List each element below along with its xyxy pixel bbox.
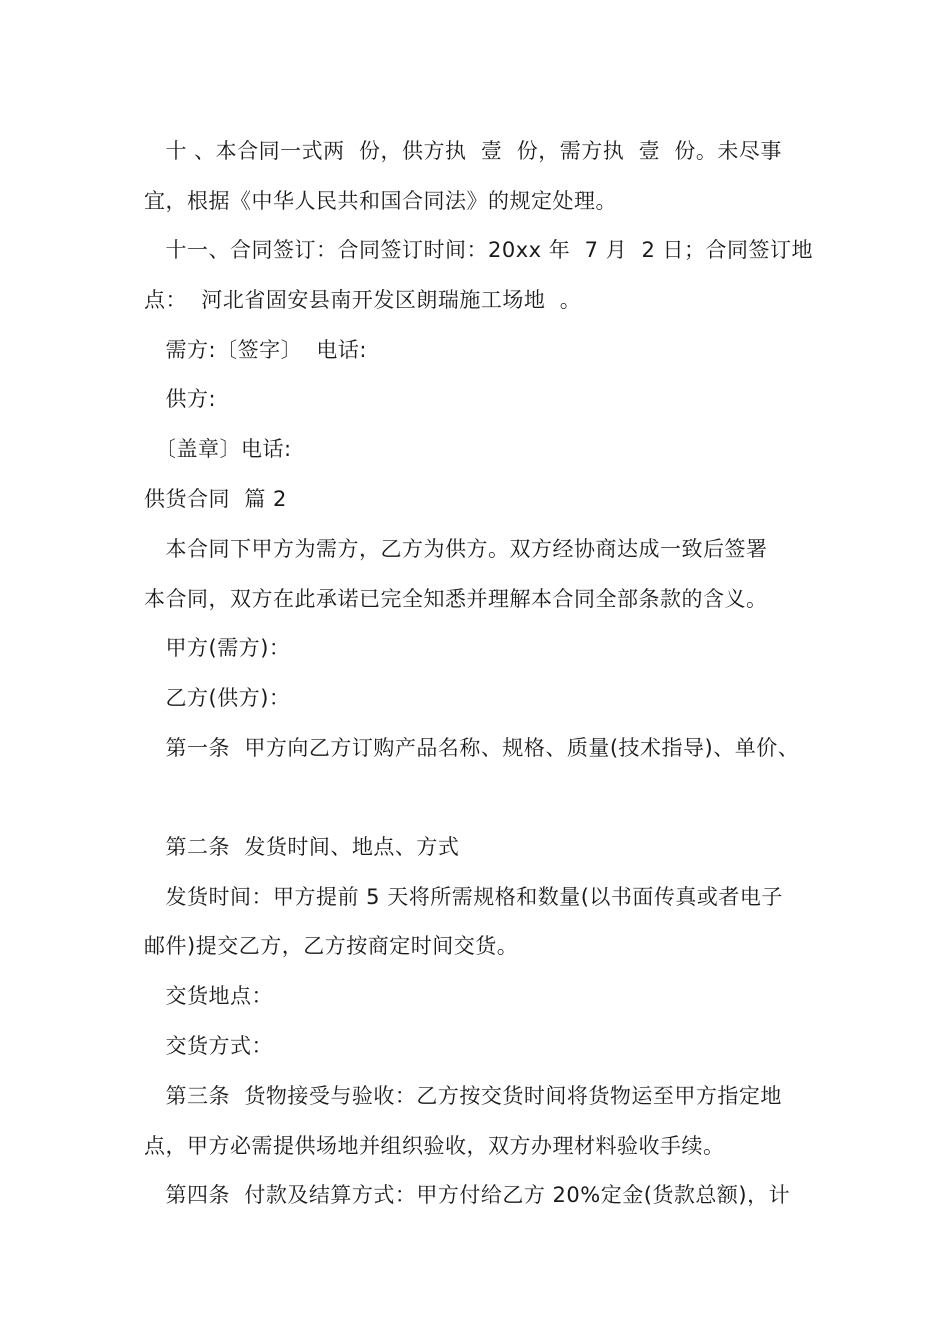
text-line: 第三条 货物接受与验收：乙方按交货时间将货物运至甲方指定地	[144, 1084, 782, 1108]
text-line: 第四条 付款及结算方式：甲方付给乙方 20%定金(货款总额)，计	[144, 1183, 791, 1207]
text-line: 点： 河北省固安县南开发区朗瑞施工场地 。	[144, 288, 582, 312]
text-line: 本合同，双方在此承诺已完全知悉并理解本合同全部条款的含义。	[144, 587, 768, 611]
text-line: 本合同下甲方为需方，乙方为供方。双方经协商达成一致后签署	[144, 537, 768, 561]
text-line: 邮件)提交乙方，乙方按商定时间交货。	[144, 934, 519, 958]
text-line: 〔盖章〕电话:	[144, 437, 292, 461]
text-line: 宜，根据《中华人民共和国合同法》的规定处理。	[144, 189, 617, 213]
text-line: 第二条 发货时间、地点、方式	[144, 835, 460, 859]
text-line: 十 、本合同一式两 份，供方执 壹 份，需方执 壹 份。未尽事	[144, 139, 782, 163]
text-line: 供方:	[144, 387, 217, 411]
text-line: 发货时间：甲方提前 5 天将所需规格和数量(以书面传真或者电子	[144, 885, 783, 909]
text-line: 甲方(需方)：	[144, 636, 291, 660]
text-line: 需方:〔签字〕 电话:	[144, 338, 368, 362]
text-line: 点，甲方必需提供场地并组织验收，双方办理材料验收手续。	[144, 1134, 725, 1158]
text-line: 乙方(供方)：	[144, 686, 291, 710]
section-heading: 供货合同 篇 2	[144, 487, 287, 511]
text-line: 第一条 甲方向乙方订购产品名称、规格、质量(技术指导)、单价、	[144, 736, 800, 760]
text-line: 十一、合同签订：合同签订时间：20xx 年 7 月 2 日；合同签订地	[144, 238, 814, 262]
text-line: 交货方式：	[144, 1034, 273, 1058]
text-line: 交货地点：	[144, 984, 273, 1008]
